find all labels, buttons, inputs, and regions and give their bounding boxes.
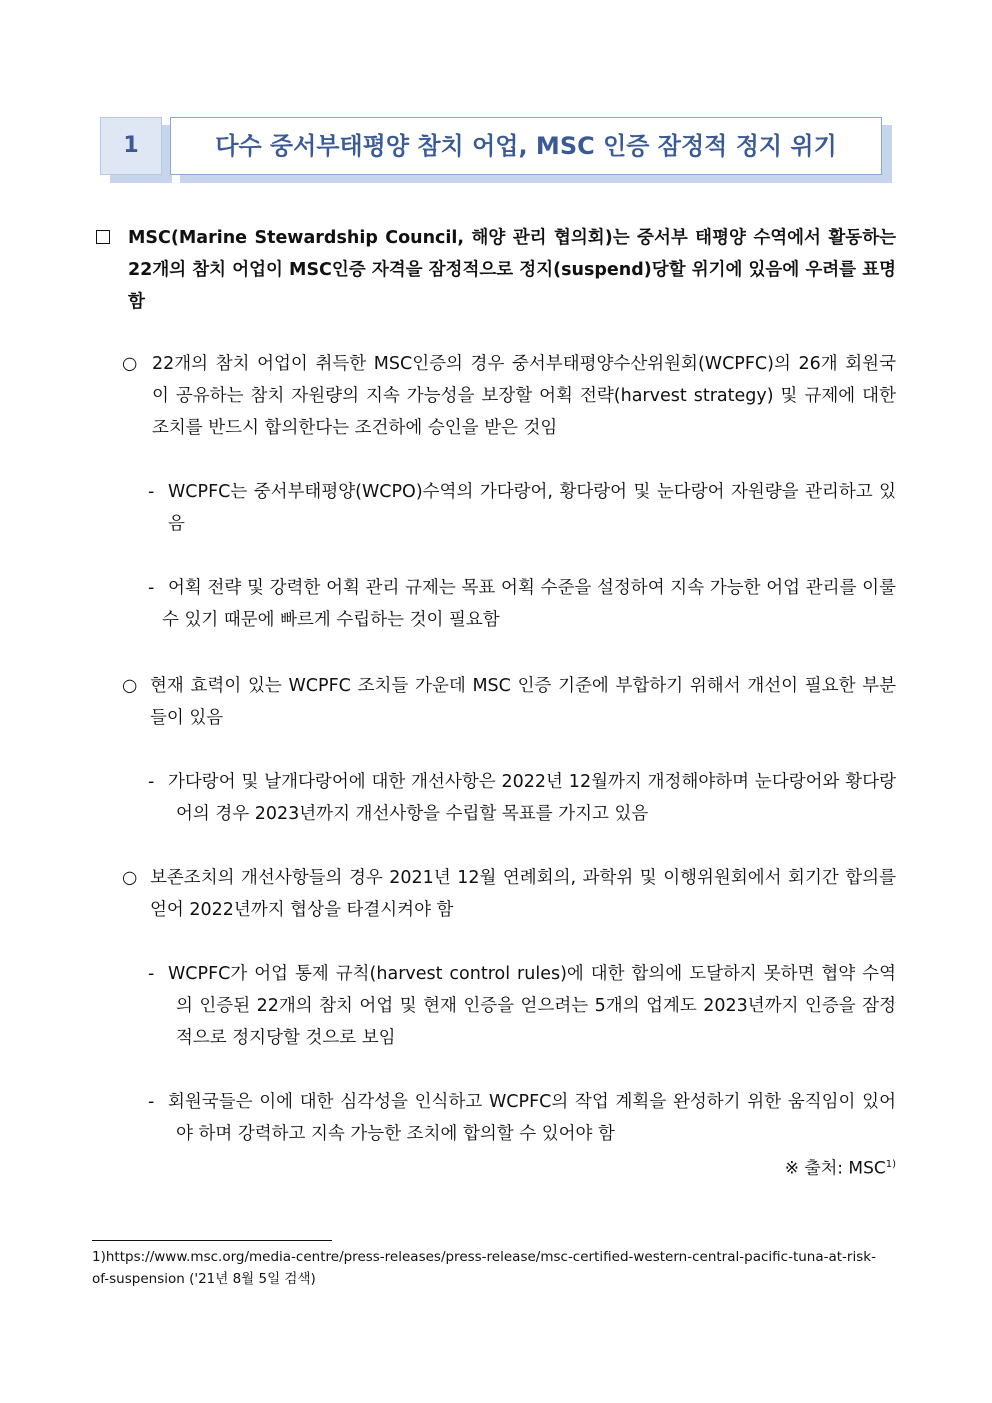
dash-marker: -: [148, 772, 155, 792]
bullet-text: 보존조치의 개선사항들의 경우 2021년 12월 연례회의, 과학위 및 이행위원회에서 회기간 합의를 얻어 2022년까지 협상을 타결시켜야 함: [150, 868, 896, 920]
circle-marker: ○: [122, 868, 138, 888]
sub-item-text: 어획 전략 및 강력한 어획 관리 규제는 목표 어획 수준을 설정하여 지속 가능한 어업 관리를 이룰 수 있기 때문에 빠르게 수립하는 것이 필요함: [162, 578, 896, 630]
square-bullet: [96, 222, 128, 254]
bullet-item: [122, 862, 896, 926]
sub-item-text: 회원국들은 이에 대한 심각성을 인식하고 WCPFC의 작업 계획을 완성하기 위한 움직임이 있어야 하며 강력하고 지속 가능한 조치에 합의할 수 있어야 함: [168, 1092, 896, 1144]
sub-item: [148, 572, 896, 636]
sub-item: [148, 958, 896, 1054]
dash-marker: -: [148, 578, 155, 598]
circle-marker: ○: [122, 676, 138, 696]
bullet-text: 현재 효력이 있는 WCPFC 조치들 가운데 MSC 인증 기준에 부합하기 위해서 개선이 필요한 부분들이 있음: [150, 676, 896, 728]
footnote: [92, 1246, 892, 1290]
section-number: 1: [100, 117, 162, 175]
footnote-divider: [92, 1240, 332, 1241]
dash-marker: -: [148, 964, 155, 984]
sub-item-text: WCPFC가 어업 통제 규칙(harvest control rules)에 대한 합의에 도달하지 못하면 협약 수역의 인증된 22개의 참치 어업 및 현재 인증을 얻으려는 5개의 업계도 2023년까지 인증을 잠정적으로 정지당할 것으로 보임: [168, 964, 896, 1048]
footnote-ref: 1): [885, 1159, 896, 1170]
source-label: ※ 출처: MSC: [784, 1158, 886, 1179]
source-note: [600, 1150, 896, 1184]
bullet-item: [122, 670, 896, 734]
dash-marker: -: [148, 482, 155, 502]
sub-item-text: 가다랑어 및 날개다랑어에 대한 개선사항은 2022년 12월까지 개정해야하며 눈다랑어와 황다랑어의 경우 2023년까지 개선사항을 수립할 목표를 가지고 있음: [168, 772, 896, 824]
sub-item: [148, 1086, 896, 1150]
sub-item: [148, 476, 896, 540]
dash-marker: -: [148, 1092, 155, 1112]
section-header: [100, 117, 892, 185]
circle-marker: ○: [122, 354, 138, 374]
sub-item-text: WCPFC는 중서부태평양(WCPO)수역의 가다랑어, 황다랑어 및 눈다랑어 자원량을 관리하고 있음: [168, 482, 896, 534]
section-title: 다수 중서부태평양 참치 어업, MSC 인증 잠정적 정지 위기: [170, 117, 882, 175]
bullet-item: [122, 348, 896, 444]
sub-item: [148, 766, 896, 830]
main-point-text: MSC(Marine Stewardship Council, 해양 관리 협의회)는 중서부 태평양 수역에서 활동하는 22개의 참치 어업이 MSC인증 자격을 잠정적으로 정지(suspend)당할 위기에 있음에 우려를 표명함: [128, 228, 896, 312]
footnote-text: 1)https://www.msc.org/media-centre/press-releases/press-release/msc-certified-western-central-pacific-tuna-at-risk-of-suspension ('21년 8월 5일 검색): [92, 1249, 876, 1287]
bullet-text: 22개의 참치 어업이 취득한 MSC인증의 경우 중서부태평양수산위원회(WCPFC)의 26개 회원국이 공유하는 참치 자원량의 지속 가능성을 보장할 어획 전략(harvest strategy) 및 규제에 대한 조치를 반드시 합의한다는 조건하에 승인을 받은 것임: [152, 354, 896, 438]
main-point: [96, 222, 896, 318]
